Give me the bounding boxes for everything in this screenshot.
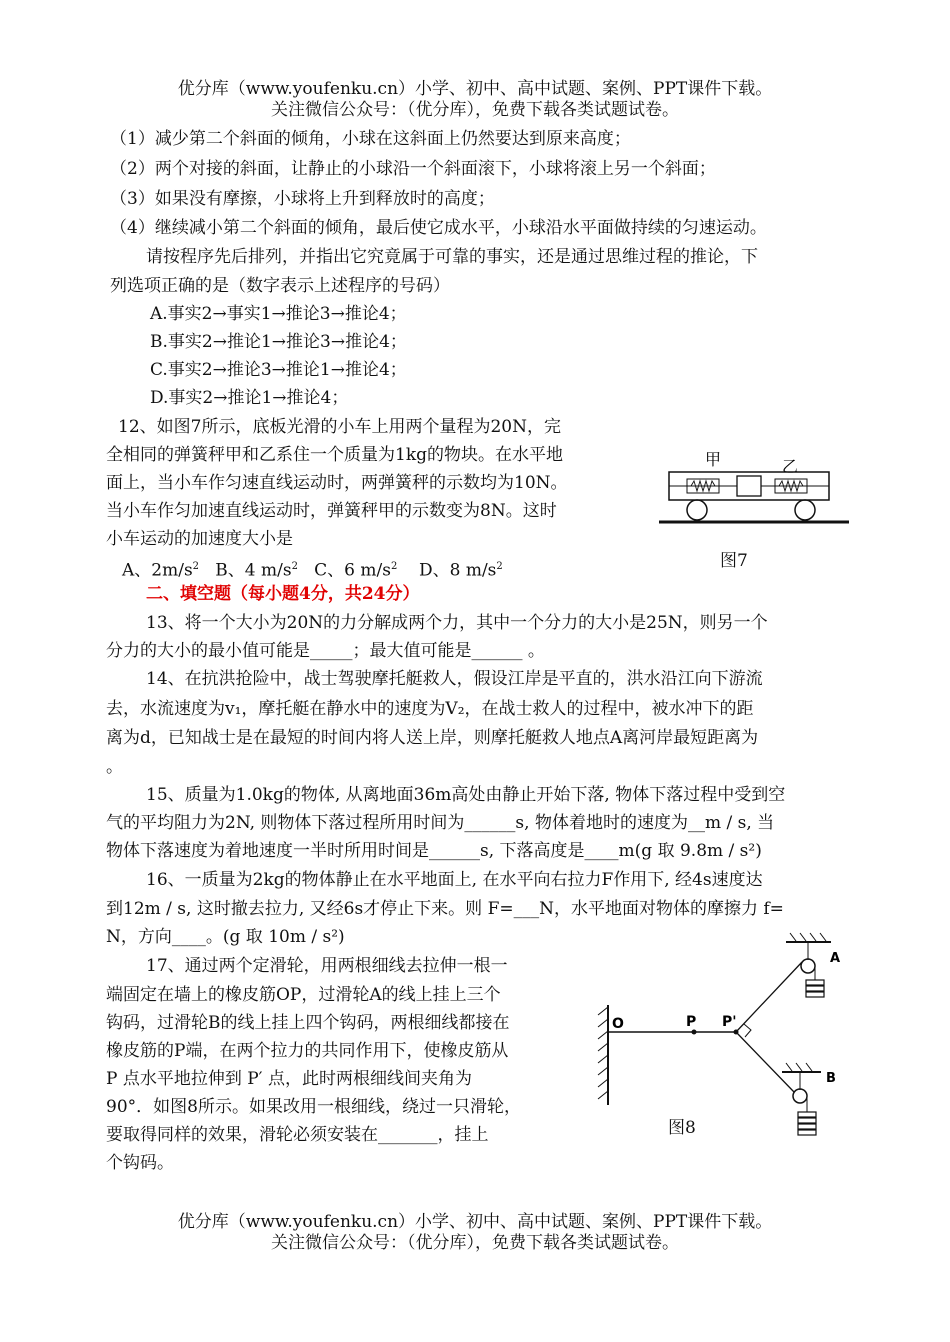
q11-option-d: D.事实2→推论1→推论4； [150, 388, 349, 408]
q15-line-3: 物体下落速度为着地速度一半时所用时间是______s, 下落高度是____m(g 取 9.8m / s²) [106, 841, 762, 861]
weights-b [798, 1112, 816, 1135]
q17-line-8: 个钩码。 [106, 1153, 174, 1173]
q14-line-1: 14、在抗洪抢险中，战士驾驶摩托艇救人，假设江岸是平直的，洪水沿江向下游流 [146, 669, 763, 689]
q11-prompt-line-2: 列选项正确的是（数字表示上述程序的号码） [110, 276, 450, 296]
ceiling-a-hatch [790, 933, 826, 941]
header-line-2: 关注微信公众号：（优分库），免费下载各类试题试卷。 [271, 100, 679, 120]
figure-7-label-jia: 甲 [705, 450, 722, 469]
figure-7-label-yi: 乙 [782, 457, 799, 476]
label-o: O [612, 1016, 624, 1032]
q12-line-4: 当小车作匀加速直线运动时，弹簧秤甲的示数变为8N。这时 [106, 501, 557, 521]
pulley-a [801, 959, 815, 973]
q15-line-2: 气的平均阻力为2N, 则物体下落过程所用时间为______s, 物体着地时的速度为__m / s, 当 [106, 813, 775, 833]
header-line-1: 优分库（www.youfenku.cn）小学、初中、高中试题、案例、PPT课件下载。 [177, 79, 773, 99]
q11-statement-1: （1）减少第二个斜面的倾角，小球在这斜面上仍然要达到原来高度； [110, 129, 631, 149]
q12-line-2: 全相同的弹簧秤甲和乙系住一个质量为1kg的物块。在水平地 [106, 445, 563, 465]
q13-line-1: 13、将一个大小为20N的力分解成两个力，其中一个分力的大小是25N，则另一个 [146, 613, 768, 633]
q11-option-a: A.事实2→事实1→推论3→推论4； [150, 304, 407, 324]
q11-statement-2: （2）两个对接的斜面，让静止的小球沿一个斜面滚下，小球将滚上另一个斜面； [110, 159, 716, 179]
q14-line-4: 。 [106, 757, 123, 777]
q14-line-3: 离为d，已知战士是在最短的时间内将人送上岸，则摩托艇救人地点A离河岸最短距离为 [106, 728, 759, 748]
q12-line-5: 小车运动的加速度大小是 [106, 529, 293, 549]
figure-8-caption: 图8 [668, 1118, 696, 1138]
right-angle-mark [744, 1024, 751, 1037]
figure-7-cart-diagram [655, 448, 855, 530]
squared-mark: 2 [496, 561, 503, 572]
q11-option-b: B.事实2→推论1→推论3→推论4； [150, 332, 407, 352]
label-a: A [830, 951, 841, 966]
label-p: P [686, 1014, 697, 1030]
q13-line-2: 分力的大小的最小值可能是_____；最大值可能是______ 。 [106, 641, 545, 661]
squared-mark: 2 [390, 561, 398, 572]
q16-line-1: 16、一质量为2kg的物体静止在水平地面上, 在水平向右拉力F作用下, 经4s速度达 [146, 870, 763, 890]
ceiling-b-hatch [786, 1063, 812, 1071]
figure-7-caption: 图7 [720, 551, 748, 571]
squared-mark: 2 [192, 561, 200, 572]
wheel-right [795, 500, 815, 520]
section-2-heading: 二、填空题（每小题4分，共24分） [146, 584, 420, 604]
q17-line-6: 90°．如图8所示。如果改用一根细线，绕过一只滑轮， [106, 1097, 521, 1117]
pulley-b [793, 1089, 807, 1103]
string-a [736, 962, 802, 1032]
q17-line-2: 端固定在墙上的橡皮筋OP，过滑轮A的线上挂上三个 [106, 985, 501, 1005]
string-b [736, 1032, 794, 1092]
footer-line-1: 优分库（www.youfenku.cn）小学、初中、高中试题、案例、PPT课件下载。 [177, 1212, 773, 1232]
q17-line-4: 橡皮筋的P端，在两个拉力的共同作用下，使橡皮筋从 [106, 1041, 509, 1061]
wheel-left [687, 500, 707, 520]
q11-prompt-line-1: 请按程序先后排列，并指出它究竟属于可靠的事实，还是通过思维过程的推论，下 [146, 247, 758, 267]
q17-line-3: 钩码，过滑轮B的线上挂上四个钩码，两根细线都接在 [106, 1013, 510, 1033]
q11-option-c: C.事实2→推论3→推论1→推论4； [150, 360, 407, 380]
squared-mark: 2 [291, 561, 298, 572]
footer-line-2: 关注微信公众号：（优分库），免费下载各类试题试卷。 [271, 1233, 679, 1253]
q11-statement-4: （4）继续减小第二个斜面的倾角，最后使它成水平，小球沿水平面做持续的匀速运动。 [110, 218, 767, 238]
q14-line-2: 去，水流速度为v₁，摩托艇在静水中的速度为V₂，在战士救人的过程中，被水冲下的距 [106, 699, 754, 719]
weights-a [806, 980, 824, 997]
q12-option-b: B、4 m/s [215, 560, 292, 581]
q12-option-c: C、6 m/s [314, 560, 391, 581]
wall-hatch [598, 1007, 608, 1099]
q12-options [122, 556, 503, 582]
q12-line-1: 12、如图7所示，底板光滑的小车上用两个量程为20N，完 [118, 417, 561, 437]
q16-line-3: N，方向____。(g 取 10m / s²) [106, 927, 345, 947]
q17-line-5: P 点水平地拉伸到 P′ 点，此时两根细线间夹角为 [106, 1069, 472, 1089]
q12-option-a: A、2m/s [122, 560, 193, 581]
q16-line-2: 到12m / s, 这时撤去拉力, 又经6s才停止下来。则 F=___N，水平地面对物体的摩擦力 f= [106, 899, 784, 919]
q17-line-1: 17、通过两个定滑轮，用两根细线去拉伸一根一 [146, 956, 508, 976]
q17-line-7: 要取得同样的效果，滑轮必须安装在_______，挂上 [106, 1125, 489, 1145]
label-p-prime: P' [722, 1014, 737, 1030]
q12-line-3: 面上，当小车作匀速直线运动时，两弹簧秤的示数均为10N。 [106, 473, 568, 493]
q12-option-d: D、8 m/s [418, 560, 497, 581]
block [737, 476, 761, 496]
label-b: B [826, 1071, 836, 1086]
q15-line-1: 15、质量为1.0kg的物体, 从离地面36m高处由静止开始下落, 物体下落过程中受到空 [146, 785, 786, 805]
q11-statement-3: （3）如果没有摩擦，小球将上升到释放时的高度； [110, 189, 495, 209]
point-p [692, 1030, 697, 1035]
figure-8-pulley-diagram [596, 930, 856, 1145]
